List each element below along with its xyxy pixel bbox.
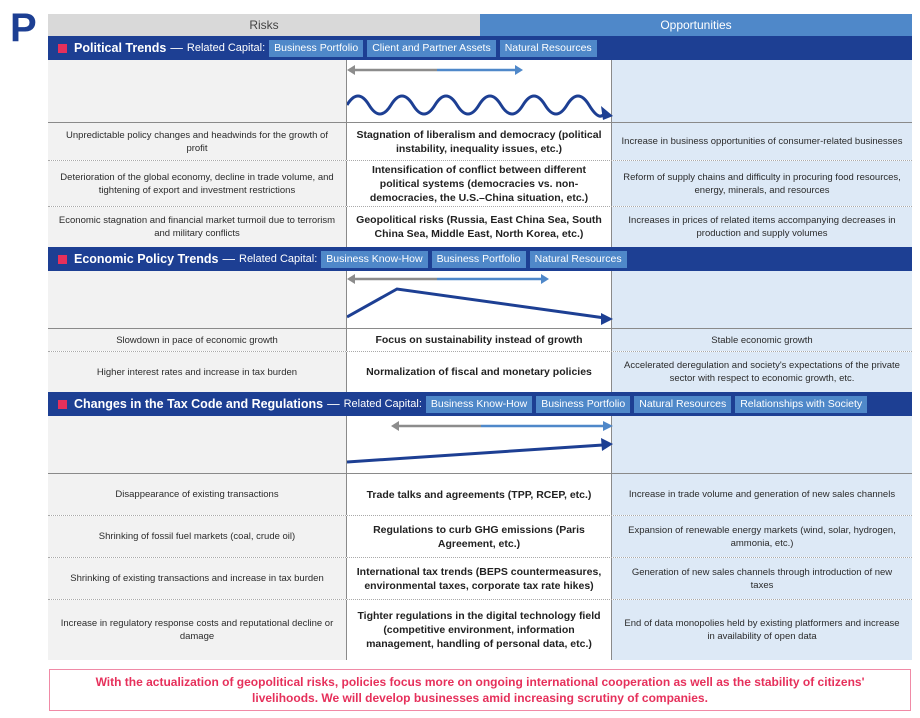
wave-trend-icon bbox=[347, 60, 613, 123]
capital-tag: Natural Resources bbox=[634, 396, 731, 413]
capital-tag: Business Portfolio bbox=[269, 40, 363, 57]
related-capital-label: Related Capital: bbox=[239, 253, 318, 265]
section-dash: — bbox=[327, 397, 340, 411]
capital-tag: Natural Resources bbox=[500, 40, 597, 57]
column-headers bbox=[48, 14, 912, 36]
capital-tag: Relationships with Society bbox=[735, 396, 867, 413]
section-dash: — bbox=[170, 41, 183, 55]
table-row bbox=[48, 329, 912, 352]
trend-cell: Trade talks and agreements (TPP, RCEP, etc.) bbox=[346, 474, 612, 515]
trend-cell: Intensification of conflict between different political systems (democracies vs. non-democracies, the U.S.–China situation, etc.) bbox=[346, 161, 612, 206]
trend-cell: International tax trends (BEPS countermeasures, environmental taxes, corporate tax rate hikes) bbox=[346, 558, 612, 599]
risk-cell: Higher interest rates and increase in tax burden bbox=[48, 352, 346, 392]
opportunity-cell: Increase in business opportunities of consumer-related businesses bbox=[612, 123, 912, 160]
table-row bbox=[48, 161, 912, 207]
table-row bbox=[48, 516, 912, 558]
opportunities-header: Opportunities bbox=[480, 14, 912, 36]
rising-trend-icon bbox=[347, 416, 613, 474]
table-row bbox=[48, 558, 912, 600]
risk-cell: Economic stagnation and financial market turmoil due to terrorism and military conflicts bbox=[48, 207, 346, 247]
opportunity-cell: Accelerated deregulation and society's expectations of the private sector with respect to economic growth, etc. bbox=[612, 352, 912, 392]
risk-cell: Disappearance of existing transactions bbox=[48, 474, 346, 515]
opportunity-cell: End of data monopolies held by existing platformers and increase in availability of open data bbox=[612, 600, 912, 660]
risk-cell: Shrinking of fossil fuel markets (coal, crude oil) bbox=[48, 516, 346, 557]
capital-tag: Client and Partner Assets bbox=[367, 40, 495, 57]
related-capital-label: Related Capital: bbox=[186, 42, 266, 54]
trend-cell: Focus on sustainability instead of growth bbox=[346, 329, 612, 351]
opportunity-cell: Increases in prices of related items accompanying decreases in production and supply volumes bbox=[612, 207, 912, 247]
section-dash: — bbox=[222, 252, 235, 266]
capital-tag: Natural Resources bbox=[530, 251, 627, 268]
trend-cell: Regulations to curb GHG emissions (Paris Agreement, etc.) bbox=[346, 516, 612, 557]
table-row bbox=[48, 600, 912, 660]
trend-cell: Stagnation of liberalism and democracy (political instability, inequality issues, etc.) bbox=[346, 123, 612, 160]
peak-decline-trend-icon bbox=[347, 271, 613, 329]
risk-cell: Slowdown in pace of economic growth bbox=[48, 329, 346, 351]
opportunity-cell: Stable economic growth bbox=[612, 329, 912, 351]
opportunity-cell: Reform of supply chains and difficulty in procuring food resources, energy, minerals, and resources bbox=[612, 161, 912, 206]
trend-cell: Normalization of fiscal and monetary policies bbox=[346, 352, 612, 392]
capital-tag: Business Know-How bbox=[426, 396, 532, 413]
related-capital-label: Related Capital: bbox=[343, 398, 422, 410]
trend-graphic-economic bbox=[48, 271, 912, 329]
page-letter: P bbox=[10, 6, 37, 50]
risk-cell: Shrinking of existing transactions and increase in tax burden bbox=[48, 558, 346, 599]
section-marker-icon bbox=[58, 44, 67, 53]
table-row bbox=[48, 352, 912, 392]
section-title: Economic Policy Trends bbox=[74, 252, 219, 266]
opportunity-cell: Increase in trade volume and generation of new sales channels bbox=[612, 474, 912, 515]
table-row bbox=[48, 474, 912, 516]
pest-table bbox=[48, 14, 912, 660]
opportunity-cell: Generation of new sales channels through introduction of new taxes bbox=[612, 558, 912, 599]
table-row bbox=[48, 123, 912, 161]
risk-cell: Deterioration of the global economy, decline in trade volume, and tightening of export and investment restrictions bbox=[48, 161, 346, 206]
risk-cell: Increase in regulatory response costs and reputational decline or damage bbox=[48, 600, 346, 660]
trend-cell: Geopolitical risks (Russia, East China Sea, South China Sea, Middle East, North Korea, etc.) bbox=[346, 207, 612, 247]
section-header-economic-policy-trends bbox=[48, 247, 912, 271]
section-marker-icon bbox=[58, 400, 67, 409]
capital-tag: Business Portfolio bbox=[432, 251, 526, 268]
section-header-political-trends bbox=[48, 36, 912, 60]
section-title: Political Trends bbox=[74, 41, 167, 55]
opportunity-cell: Expansion of renewable energy markets (wind, solar, hydrogen, ammonia, etc.) bbox=[612, 516, 912, 557]
trend-cell: Tighter regulations in the digital technology field (competitive environment, information management, handling of personal data, etc.) bbox=[346, 600, 612, 660]
section-title: Changes in the Tax Code and Regulations bbox=[74, 397, 324, 411]
trend-graphic-regulations bbox=[48, 416, 912, 474]
capital-tag: Business Portfolio bbox=[536, 396, 630, 413]
section-header-tax-code-regulations bbox=[48, 392, 912, 416]
risk-cell: Unpredictable policy changes and headwinds for the growth of profit bbox=[48, 123, 346, 160]
table-row bbox=[48, 207, 912, 247]
conclusion-box bbox=[49, 669, 911, 711]
capital-tag: Business Know-How bbox=[321, 251, 427, 268]
section-marker-icon bbox=[58, 255, 67, 264]
risks-header: Risks bbox=[48, 14, 480, 36]
conclusion-text: With the actualization of geopolitical risks, policies focus more on ongoing international cooperation as well as the stability of citizens' livelihoods. We will develop businesses amid increasing scrutiny of companies. bbox=[95, 675, 865, 705]
trend-graphic-political bbox=[48, 60, 912, 123]
